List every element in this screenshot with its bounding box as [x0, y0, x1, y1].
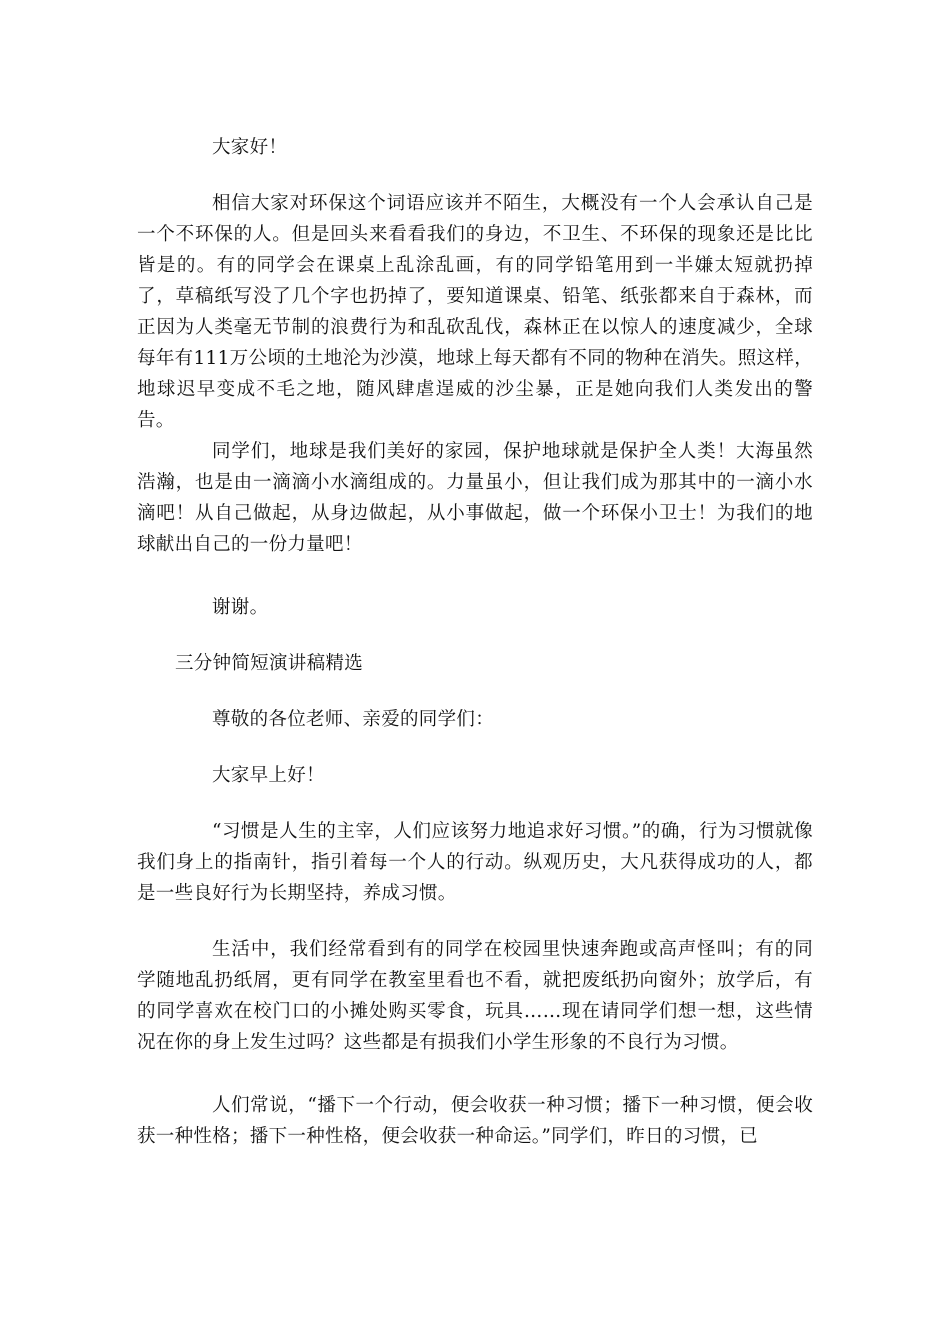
paragraph-4: 生活中，我们经常看到有的同学在校园里快速奔跑或高声怪叫；有的同学随地乱扔纸屑，更有同学在教室里看也不看，就把废纸扔向窗外；放学后，有的同学喜欢在校门口的小摊处购买零食，玩具……现在请同学们想一想，这些情况在你的身上发生过吗？这些都是有损我们小学生形象的不良行为习惯。 [137, 939, 813, 1053]
paragraph-2: 同学们，地球是我们美好的家园，保护地球就是保护全人类！大海虽然浩瀚，也是由一滴滴小水滴组成的。力量虽小，但让我们成为那其中的一滴小水滴吧！从自己做起，从身边做起，从小事做起，做一个环保小卫士！为我们的地球献出自己的一份力量吧！ [137, 441, 813, 555]
thanks-line: 谢谢。 [212, 597, 269, 618]
paragraph-5: 人们常说，“播下一个行动，便会收获一种习惯；播下一种习惯，便会收获一种性格；播下一种性格，便会收获一种命运。”同学们，昨日的习惯，已 [137, 1095, 813, 1147]
greeting-2: 大家早上好！ [212, 765, 325, 786]
salutation: 尊敬的各位老师、亲爱的同学们： [212, 709, 495, 730]
greeting-1: 大家好！ [212, 137, 288, 158]
paragraph-1: 相信大家对环保这个词语应该并不陌生，大概没有一个人会承认自己是一个不环保的人。但是回头来看看我们的身边，不卫生、不环保的现象还是比比皆是的。有的同学会在课桌上乱涂乱画，有的同学铅笔用到一半嫌太短就扔掉了，草稿纸写没了几个字也扔掉了，要知道课桌、铅笔、纸张都来自于森林，而正因为人类毫无节制的浪费行为和乱砍乱伐，森林正在以惊人的速度减少，全球每年有111万公顷的土地沦为沙漠，地球上每天都有不同的物种在消失。照这样，地球迟早变成不毛之地，随风肆虐逞威的沙尘暴，正是她向我们人类发出的警告。 [137, 193, 813, 431]
paragraph-3: “习惯是人生的主宰，人们应该努力地追求好习惯。”的确，行为习惯就像我们身上的指南针，指引着每一个人的行动。纵观历史，大凡获得成功的人，都是一些良好行为长期坚持，养成习惯。 [137, 821, 813, 904]
section-title: 三分钟简短演讲稿精选 [175, 653, 364, 674]
